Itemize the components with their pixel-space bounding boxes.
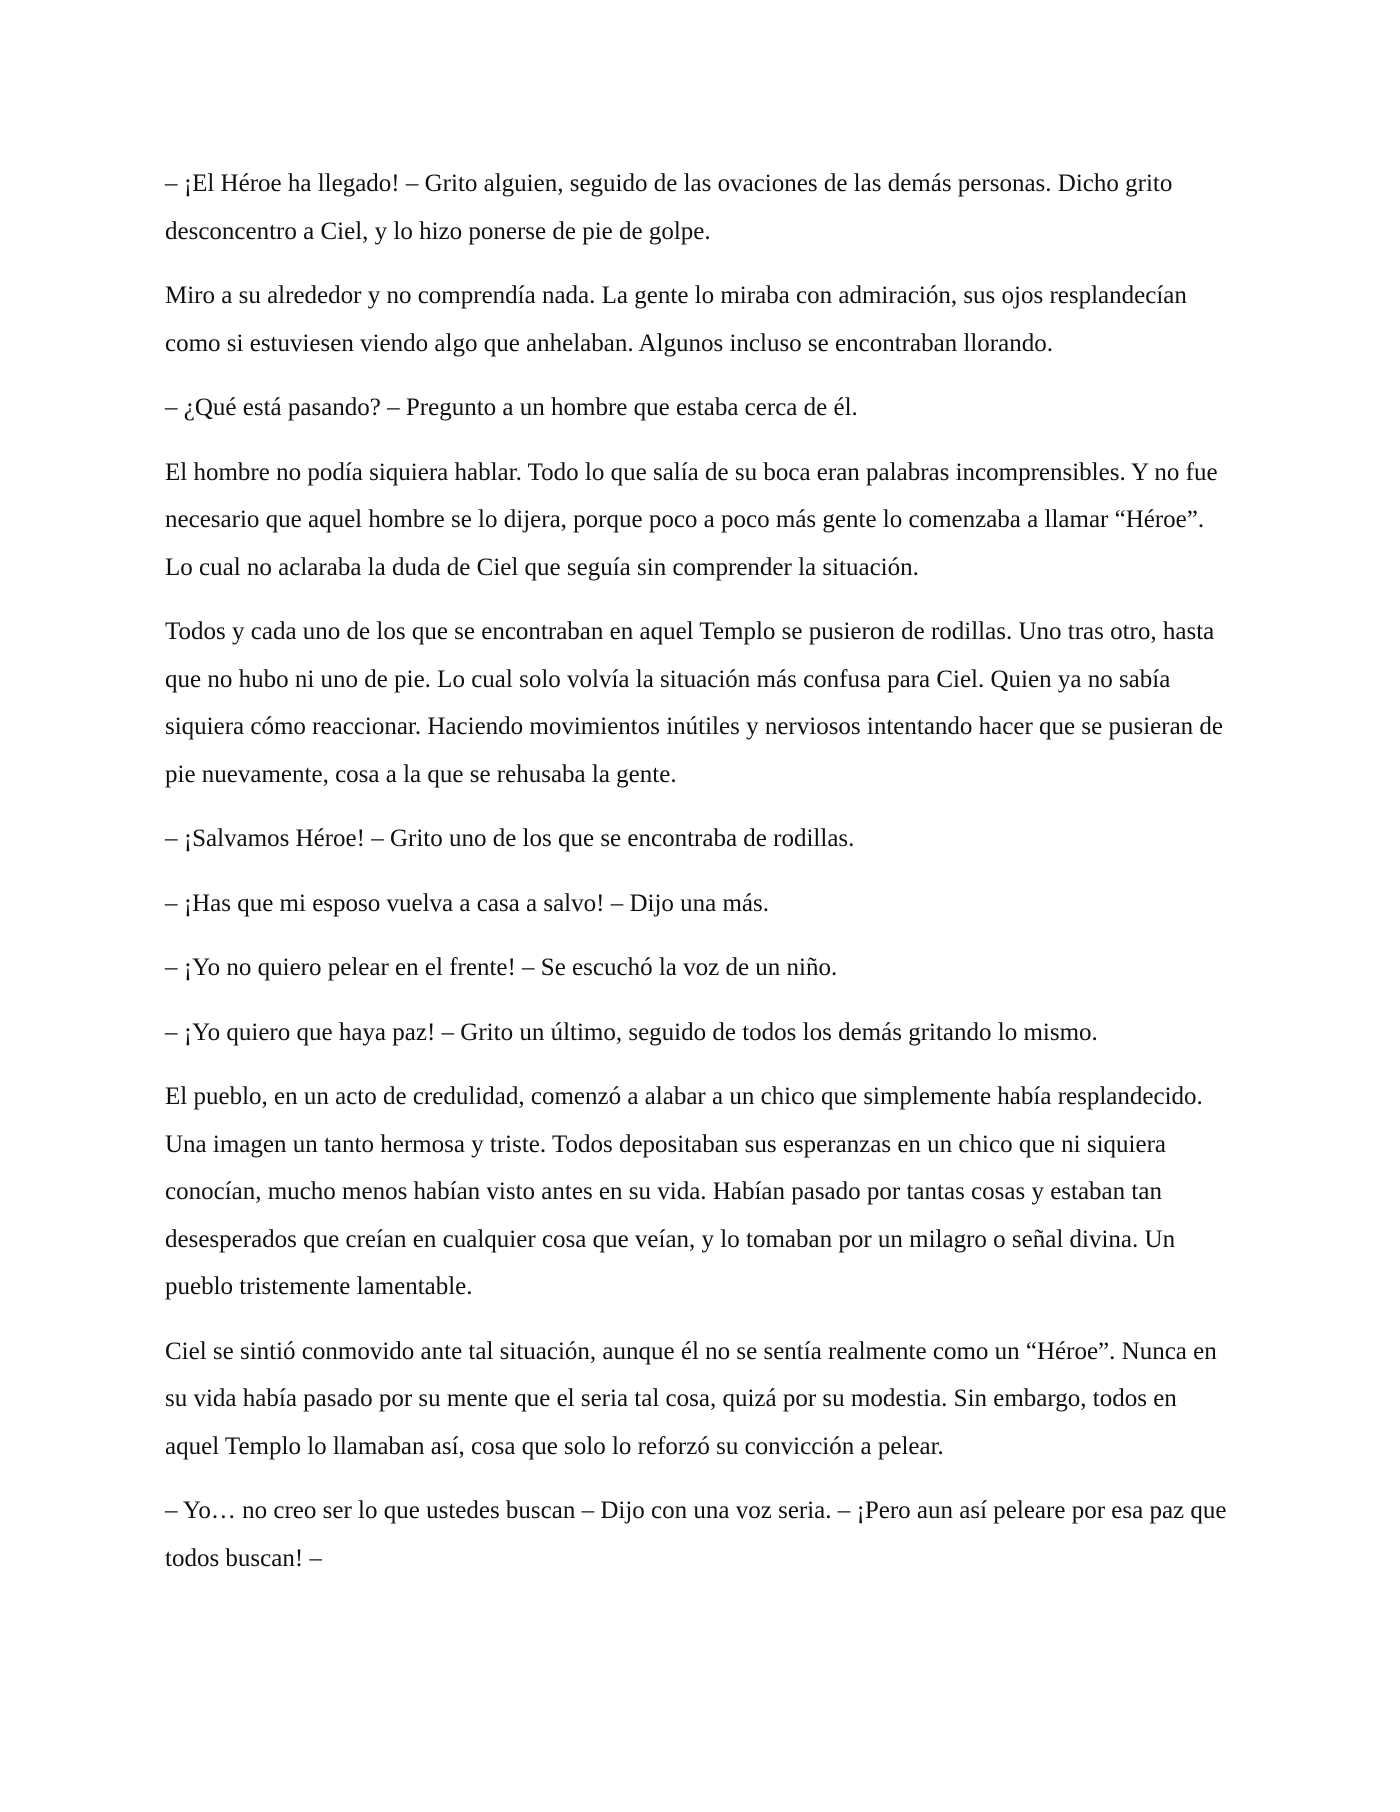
paragraph: – Yo… no creo ser lo que ustedes buscan – Dijo con una voz seria. – ¡Pero aun así peleare por esa paz que todos buscan! – (165, 1497, 1227, 1572)
body-text (165, 160, 1235, 1599)
paragraph: – ¡Yo no quiero pelear en el frente! – Se escuchó la voz de un niño. (165, 954, 838, 981)
paragraph: – ¿Qué está pasando? – Pregunto a un hombre que estaba cerca de él. (165, 394, 858, 421)
paragraph: – ¡El Héroe ha llegado! – Grito alguien, seguido de las ovaciones de las demás personas. Dicho grito desconcentro a Ciel, y lo hizo ponerse de pie de golpe. (165, 170, 1173, 245)
paragraph: Miro a su alrededor y no comprendía nada. La gente lo miraba con admiración, sus ojos resplandecían como si estuviesen viendo algo que anhelaban. Algunos incluso se encontraban llorando. (165, 282, 1187, 357)
paragraph: – ¡Yo quiero que haya paz! – Grito un último, seguido de todos los demás gritando lo mismo. (165, 1018, 1098, 1046)
paragraph: Todos y cada uno de los que se encontraban en aquel Templo se pusieron de rodillas. Uno tras otro, hasta que no hubo ni uno de pie. Lo cual solo volvía la situación más confusa para Ciel. Quien ya no sabía siquiera cómo reaccionar. Haciendo movimientos inútiles y nerviosos intentando hacer que se pusieran de pie nuevamente, cosa a la que se rehusaba la gente. (165, 618, 1224, 788)
paragraph: El hombre no podía siquiera hablar. Todo lo que salía de su boca eran palabras incomprensibles. Y no fue necesario que aquel hombre se lo dijera, porque poco a poco más gente lo comenzaba a llamar “Héroe”. Lo cual no aclaraba la duda de Ciel que seguía sin comprender la situación. (165, 458, 1218, 581)
paragraph: Ciel se sintió conmovido ante tal situación, aunque él no se sentía realmente como un “Héroe”. Nunca en su vida había pasado por su mente que el seria tal cosa, quizá por su modestia. Sin embargo, todos en aquel Templo lo llamaban así, cosa que solo lo reforzó su convicción a pelear. (165, 1337, 1217, 1460)
paragraph: – ¡Salvamos Héroe! – Grito uno de los que se encontraba de rodillas. (165, 825, 855, 852)
paragraph: – ¡Has que mi esposo vuelva a casa a salvo! – Dijo una más. (165, 889, 770, 917)
paragraph: El pueblo, en un acto de credulidad, comenzó a alabar a un chico que simplemente había resplandecido. Una imagen un tanto hermosa y triste. Todos depositaban sus esperanzas en un chico que ni siquiera conocían, mucho menos habían visto antes en su vida. Habían pasado por tantas cosas y estaban tan desesperados que creían en cualquier cosa que veían, y lo tomaban por un milagro o señal divina. Un pueblo tristemente lamentable. (165, 1083, 1203, 1300)
